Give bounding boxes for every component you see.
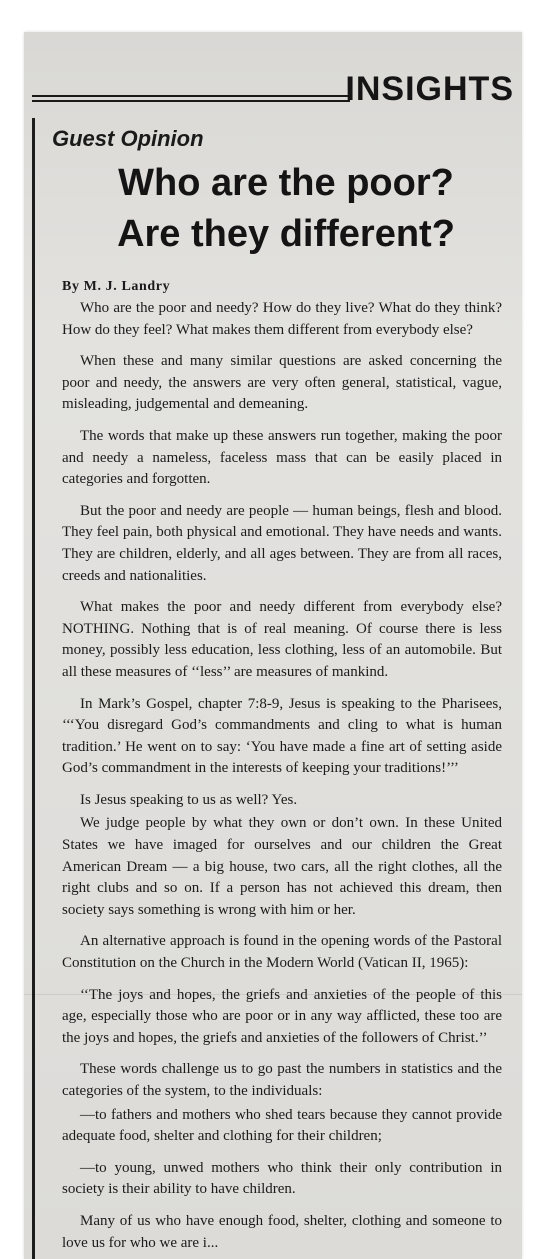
headline-line-2: Are they different? (117, 213, 455, 255)
header-double-rule (32, 95, 350, 102)
paragraph: Is Jesus speaking to us as well? Yes. (80, 791, 298, 808)
byline: By M. J. Landry (62, 279, 171, 294)
paragraph: When these and many similar questions are asked concerning the poor and needy, the answers are very often general, statistical, vague, misleading, judgemental and demeaning. (62, 353, 502, 413)
headline-line-1: Who are the poor? (118, 162, 454, 204)
paragraph: What makes the poor and needy different from everybody else? NOTHING. Nothing that is of real meaning. Of course there is less money, possibly less education, less clothing, less of an automobile. But all these measures of ‘‘less’’ are measures of mankind. (62, 599, 502, 680)
paper-fold (24, 994, 522, 995)
paragraph: —to fathers and mothers who shed tears because they cannot provide adequate food, shelter and clothing for their children; (62, 1106, 502, 1145)
headline (56, 158, 516, 260)
quote-paragraph: ‘‘The joys and hopes, the griefs and anxieties of the people of this age, especially those who are poor or in any way afflicted, these too are the joys and hopes, the griefs and anxieties of the followers of Christ.’’ (62, 986, 502, 1046)
paragraph: In Mark’s Gospel, chapter 7:8-9, Jesus is speaking to the Pharisees, ‘‘‘You disregard God’s commandments and cling to what is human tradition.’ He went on to say: ‘You have made a fine art of setting aside God’s commandment in the interests of keeping your traditions!’’’ (62, 695, 502, 777)
paragraph: —to young, unwed mothers who think their only contribution in society is their ability to have children. (62, 1159, 502, 1198)
paragraph: The words that make up these answers run together, making the poor and needy a nameless, faceless mass that can be easily placed in categories and forgotten. (62, 427, 502, 488)
section-header: INSIGHTS (345, 70, 514, 108)
newspaper-clipping (24, 32, 522, 1259)
paragraph: Who are the poor and needy? How do they live? What do they think? How do they feel? What makes them different from everybody else? (62, 300, 502, 338)
article-body (62, 298, 502, 1249)
paragraph-cut-off: Many of us who have enough food, shelter, clothing and someone to love us for who we are i... (62, 1212, 502, 1249)
column-left-rule (32, 118, 35, 1259)
paragraph: An alternative approach is found in the opening words of the Pastoral Constitution on the Church in the Modern World (Vatican II, 1965): (62, 933, 502, 972)
kicker-guest-opinion: Guest Opinion (52, 126, 204, 151)
paragraph: But the poor and needy are people — human beings, flesh and blood. They feel pain, both physical and emotional. They have needs and wants. They are children, elderly, and all ages between. They are from all races, creeds and nationalities. (62, 502, 502, 584)
paragraph: We judge people by what they own or don’t own. In these United States we have imaged for ourselves and our children the Great American Dream — a big house, two cars, all the right clothes, all the right clubs and so on. If a person has not achieved this dream, then society says something is wrong with him or her. (62, 815, 502, 918)
paragraph: These words challenge us to go past the numbers in statistics and the categories of the system, to the individuals: (62, 1061, 502, 1099)
